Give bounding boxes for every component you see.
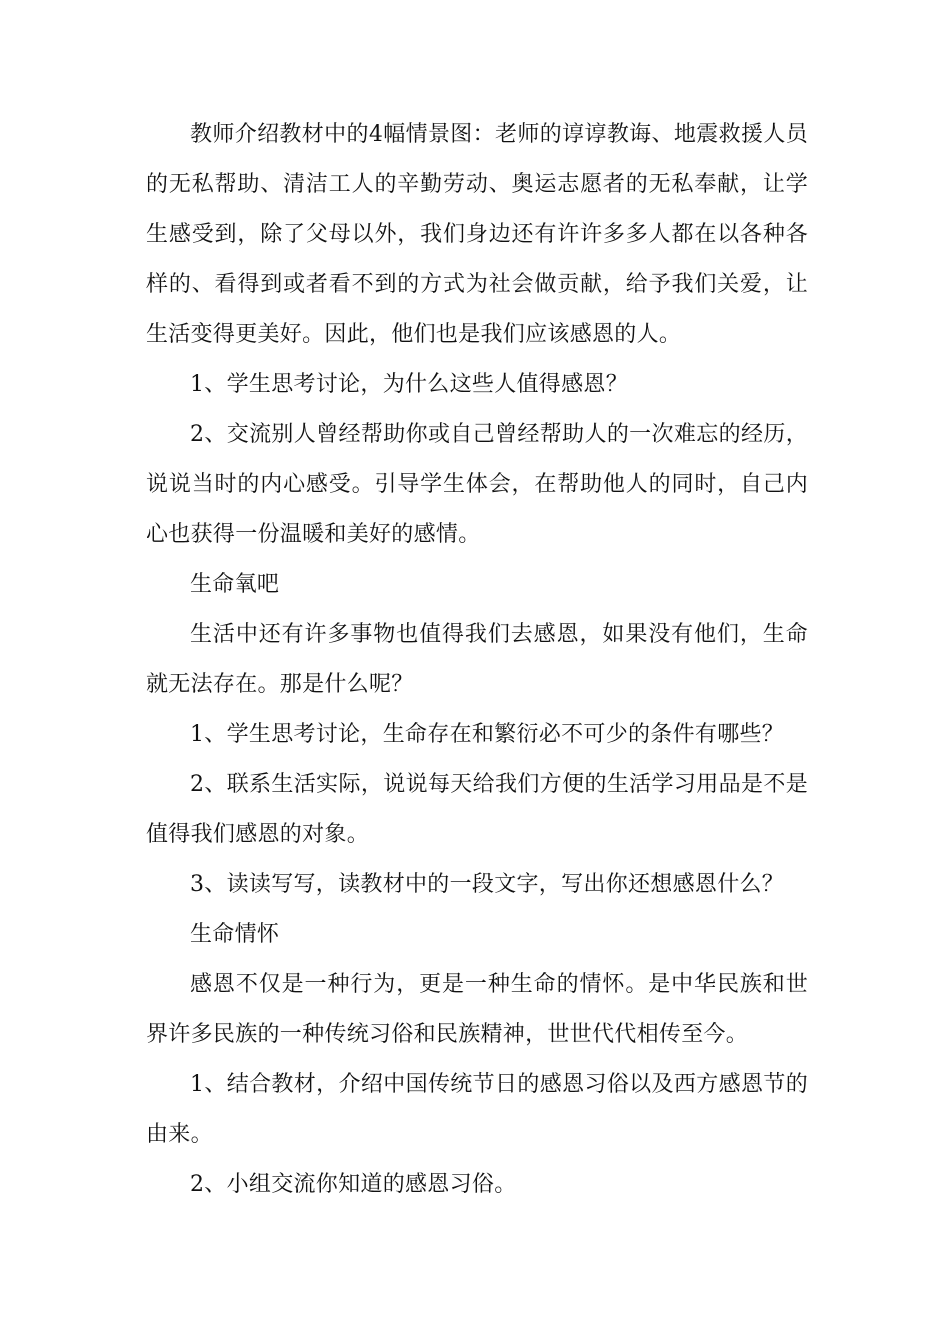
section-heading-life-feelings: 生命情怀 bbox=[190, 922, 280, 947]
paragraph-item-read-write: 3、读读写写，读教材中的一段文字，写出你还想感恩什么？ bbox=[190, 872, 785, 897]
paragraph-item-why-grateful: 1、学生思考讨论，为什么这些人值得感恩？ bbox=[190, 372, 628, 397]
paragraph-item-daily-supplies: 2、联系生活实际，说说每天给我们方便的生活学习用品是不是值得我们感恩的对象。 bbox=[146, 772, 808, 847]
paragraph-intro: 教师介绍教材中的4幅情景图：老师的谆谆教诲、地震救援人员的无私帮助、清洁工人的辛勤劳动、奥运志愿者的无私奉献，让学生感受到，除了父母以外，我们身边还有许许多多人都在以各种各样的、看得到或者看不到的方式为社会做贡献，给予我们关爱，让生活变得更美好。因此，他们也是我们应该感恩的人。 bbox=[146, 122, 808, 347]
paragraph-item-group-share: 2、小组交流你知道的感恩习俗。 bbox=[190, 1172, 517, 1197]
paragraph-item-conditions: 1、学生思考讨论，生命存在和繁衍必不可少的条件有哪些？ bbox=[190, 722, 785, 747]
paragraph-item-festival-customs: 1、结合教材，介绍中国传统节日的感恩习俗以及西方感恩节的由来。 bbox=[146, 1072, 808, 1147]
document-body bbox=[146, 110, 808, 1210]
paragraph-item-share-experience: 2、交流别人曾经帮助你或自己曾经帮助人的一次难忘的经历，说说当时的内心感受。引导学生体会，在帮助他人的同时，自己内心也获得一份温暖和美好的感情。 bbox=[146, 422, 808, 547]
section-heading-life-oxygen: 生命氧吧 bbox=[190, 572, 280, 597]
paragraph-life-oxygen-intro: 生活中还有许多事物也值得我们去感恩，如果没有他们，生命就无法存在。那是什么呢？ bbox=[146, 622, 808, 697]
paragraph-life-feelings-intro: 感恩不仅是一种行为，更是一种生命的情怀。是中华民族和世界许多民族的一种传统习俗和民族精神，世世代代相传至今。 bbox=[146, 972, 808, 1047]
